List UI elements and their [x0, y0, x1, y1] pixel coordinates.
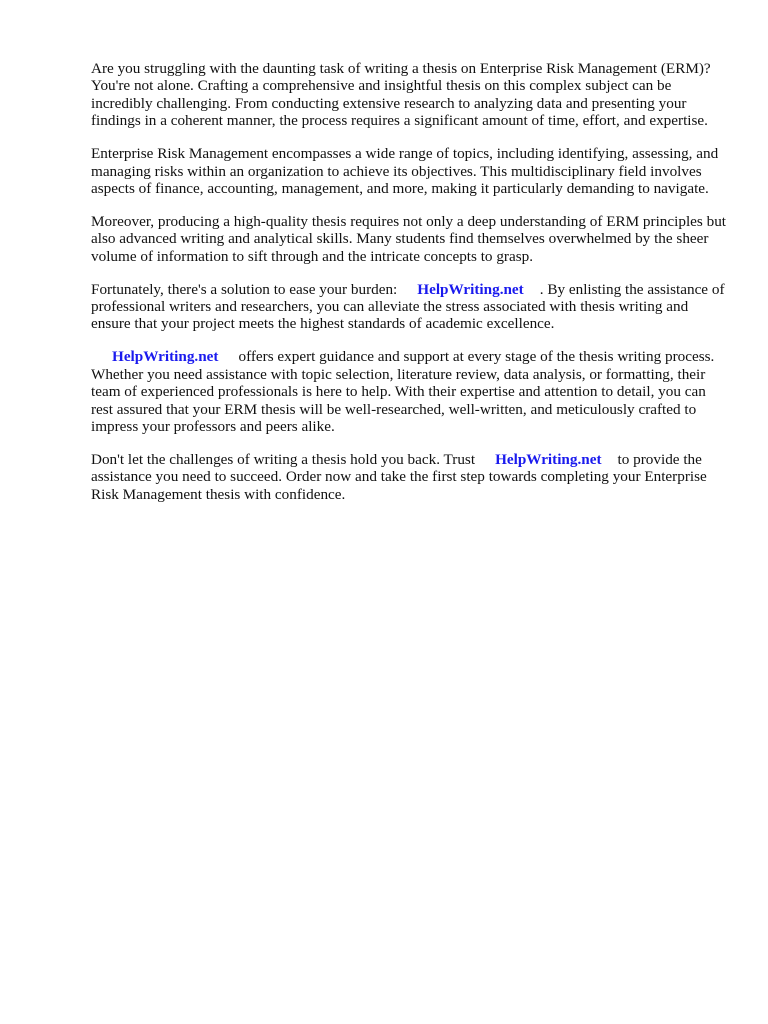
paragraph-services — [91, 348, 731, 435]
helpwriting-link[interactable]: HelpWriting.net — [112, 348, 219, 366]
paragraph-call-to-action — [91, 451, 731, 503]
paragraph-skills: Moreover, producing a high-quality thesis requires not only a deep understanding of ERM principles but also advanced writing and analytical skills. Many students find themselves overwhelmed by the sheer volume of information to sift through and the intricate concepts to grasp. — [91, 212, 727, 265]
paragraph-cta-text-before: Don't let the challenges of writing a thesis hold you back. Trust — [91, 450, 476, 468]
paragraph-solution-text-before: Fortunately, there's a solution to ease your burden: — [91, 280, 398, 298]
helpwriting-link[interactable]: HelpWriting.net — [417, 280, 524, 298]
helpwriting-link[interactable]: HelpWriting.net — [495, 450, 602, 468]
paragraph-solution — [91, 281, 731, 333]
paragraph-solution-text-after: . By enlisting the assistance of professional writers and researchers, you can alleviate the stress associated with thesis writing and ensure that your project meets the highest standards of academic excellence. — [91, 280, 725, 333]
paragraph-services-text: offers expert guidance and support at every stage of the thesis writing process. Whether you need assistance with topic selection, literature review, data analysis, or formatting, their team of experienced professionals is here to help. With their expertise and attention to detail, you can rest assured that your ERM thesis will be well-researched, well-written, and meticulously crafted to impress your professors and peers alike. — [91, 348, 715, 435]
document-body — [91, 60, 731, 519]
paragraph-intro: Are you struggling with the daunting task of writing a thesis on Enterprise Risk Management (ERM)? You're not alone. Crafting a comprehensive and insightful thesis on this complex subject can be incredibly challenging. From conducting extensive research to analyzing data and presenting your findings in a coherent manner, the process requires a significant amount of time, effort, and expertise. — [91, 60, 711, 130]
paragraph-erm-overview: Enterprise Risk Management encompasses a wide range of topics, including identifying, assessing, and managing risks within an organization to achieve its objectives. This multidisciplinary field involves aspects of finance, accounting, management, and more, making it particularly demanding to navigate. — [91, 145, 719, 197]
paragraph-cta-text-after: to provide the assistance you need to succeed. Order now and take the first step towards completing your Enterprise Risk Management thesis with confidence. — [91, 450, 707, 503]
